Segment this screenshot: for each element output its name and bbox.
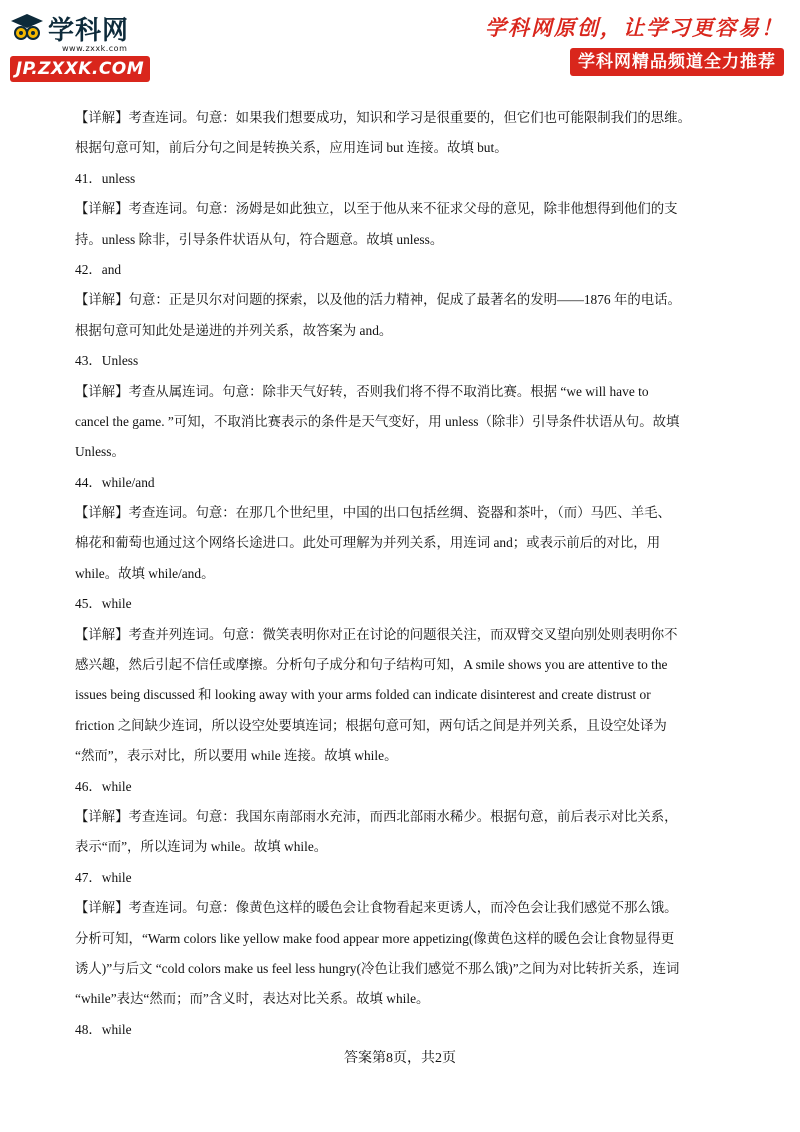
text-line: 【详解】考查连词。句意：如果我们想要成功，知识和学习是很重要的，但它们也可能限制我们的思维。: [75, 110, 691, 125]
question-number: 45．while: [75, 596, 132, 612]
answer-content: [75, 103, 725, 1045]
text-line: 根据句意可知此处是递进的并列关系，故答案为 and。: [75, 322, 393, 338]
question-number: 48．while: [75, 1021, 132, 1037]
text-line: 持。unless 除非，引导条件状语从句，符合题意。故填 unless。: [75, 231, 444, 247]
text-line: friction 之间缺少连词，所以设空处要填连词；根据句意可知，两句话之间是并列关系，且设空处译为: [75, 717, 667, 733]
logo-name: 学科网: [48, 15, 130, 46]
text-line: cancel the game. ”可知，不取消比赛表示的条件是天气变好，用 unless（除非）引导条件状语从句。故填: [75, 413, 680, 429]
text-line: 【详解】考查从属连词。句意：除非天气好转，否则我们将不得不取消比赛。根据 “we will have to: [75, 383, 649, 399]
question-number: 46．while: [75, 778, 132, 794]
question-number: 47．while: [75, 869, 132, 885]
question-number: 44．while/and: [75, 474, 155, 490]
logo-row: [10, 8, 129, 48]
question-number: 43．Unless: [75, 353, 139, 369]
text-line: 诱人)”与后文 “cold colors make us feel less hungry(冷色让我们感觉不那么饿)”之间为对比转折关系，连词: [75, 960, 680, 976]
question-number: 41．unless: [75, 170, 136, 186]
text-line: 【详解】考查连词。句意：像黄色这样的暖色会让食物看起来更诱人，而冷色会让我们感觉不那么饿。: [75, 900, 678, 916]
recommend-badge: 学科网精品频道全力推荐: [570, 48, 784, 76]
text-line: 【详解】考查并列连词。句意：微笑表明你对正在讨论的问题很关注，而双臂交叉望向别处则表明你不: [75, 626, 678, 642]
text-line: 感兴趣，然后引起不信任或摩擦。分析句子成分和句子结构可知，A smile shows you are attentive to the: [75, 657, 668, 673]
page-header: [0, 0, 800, 90]
question-number: 42．and: [75, 261, 122, 277]
zxxk-logo[interactable]: [10, 8, 150, 80]
text-line: Unless。: [75, 444, 125, 460]
text-line: “然而”，表示对比，所以要用 while 连接。故填 while。: [75, 748, 398, 764]
text-line: 【详解】考查连词。句意：我国东南部雨水充沛，而西北部雨水稀少。根据句意，前后表示对比关系，: [75, 808, 678, 824]
jp-badge: JP.ZXXK.COM: [10, 56, 150, 82]
slogan: 学科网原创，让学习更容易！: [485, 15, 784, 40]
text-line: while。故填 while/and。: [75, 565, 215, 581]
text-line: 表示“而”，所以连词为 while。故填 while。: [75, 839, 328, 855]
text-line: 分析可知，“Warm colors like yellow make food appear more appetizing(像黄色这样的暖色会让食物显得更: [75, 930, 675, 946]
text-line: 【详解】句意：正是贝尔对问题的探索，以及他的活力精神，促成了最著名的发明——1876 年的电话。: [75, 292, 681, 308]
text-line: 【详解】考查连词。句意：汤姆是如此独立，以至于他从来不征求父母的意见，除非他想得到他们的支: [75, 201, 678, 217]
graduation-cap-icon: [10, 11, 44, 45]
page-footer: 答案第8页，共2页: [344, 1051, 456, 1066]
text-line: issues being discussed 和 looking away with your arms folded can indicate disinterest and create distrust or: [75, 687, 651, 703]
text-line: 根据句意可知，前后分句之间是转换关系，应用连词 but 连接。故填 but。: [75, 140, 508, 156]
logo-url: www.zxxk.com: [62, 44, 128, 53]
text-line: “while”表达“然而；而”含义时，表达对比关系。故填 while。: [75, 991, 430, 1007]
text-line: 棉花和葡萄也通过这个网络长途进口。此处可理解为并列关系，用连词 and；或表示前后的对比，用: [75, 535, 661, 551]
text-line: 【详解】考查连词。句意：在那几个世纪里，中国的出口包括丝绸、瓷器和茶叶，（而）马匹、羊毛、: [75, 505, 671, 521]
